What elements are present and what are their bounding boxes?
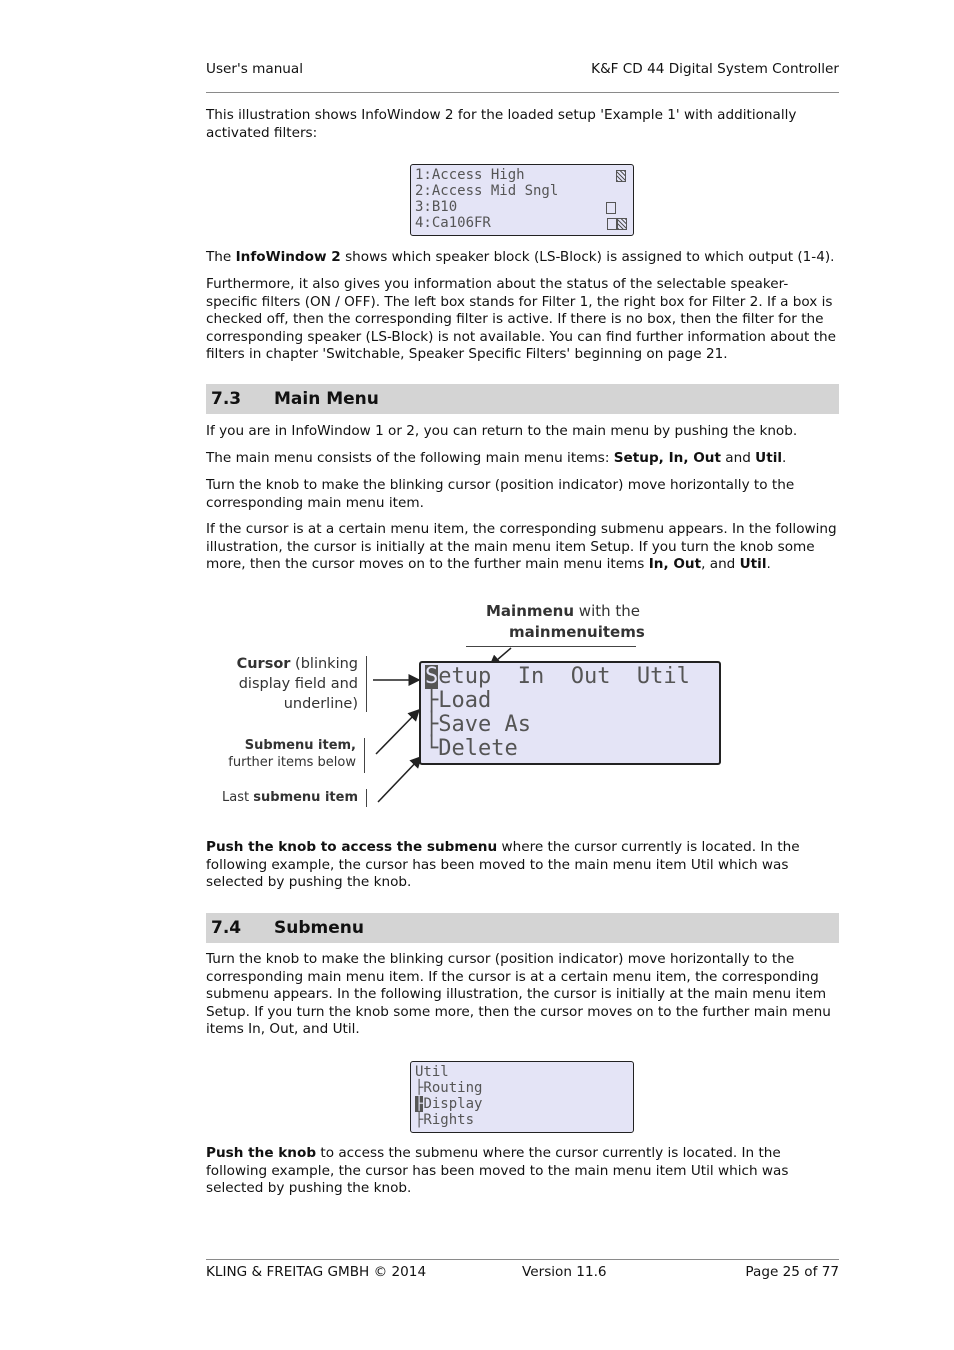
diagram-last-annotation: Last submenu item — [222, 790, 358, 805]
lcd-cursor: ├ — [415, 1096, 424, 1112]
p73-1: If you are in InfoWindow 1 or 2, you can return to the main menu by pushing the knob. — [206, 423, 798, 439]
lcd-row-1: 1:Access High — [415, 167, 525, 183]
lcd-util-row-3: ├Display — [415, 1096, 483, 1112]
filters-paragraph: Furthermore, it also gives you information about the status of the selectable speaker-specific filters (ON / OFF). The left box stands for Filter 1, the right box for Filter 2. If a box is checked off, then the corresponding filter is active. If there is no box, then the filter for the corresponding speaker (LS-Block) is not available. You can find further information about the filters in chapter 'Switchable, Speaker Specific Filters' beginning on page 21. — [206, 276, 837, 362]
diagram-cursor-annotation: Cursor (blinking display field and underline) — [236, 656, 358, 712]
lcd-mainmenu-row: Setup In Out Util — [425, 664, 690, 689]
diagram-mainmenuitems-label: mainmenuitems — [509, 623, 645, 641]
footer-left: KLING & FREITAG GMBH © 2014 — [206, 1264, 427, 1280]
arrow-submenu — [376, 710, 419, 754]
lcd-util-row-4: ├Rights — [415, 1112, 475, 1128]
footer-rule — [206, 1259, 839, 1260]
lcd-row-3: 3:B10 — [415, 199, 458, 215]
arrow-last-submenu — [378, 757, 421, 802]
footer-center: Version 11.6 — [522, 1264, 607, 1280]
diagram-submenu-annotation: Submenu item, further items below — [228, 738, 356, 770]
lcd-row-2: 2:Access Mid Sngl — [415, 183, 559, 199]
header-right: K&F CD 44 Digital System Controller — [591, 61, 839, 77]
main-menu-display — [419, 661, 721, 765]
section-heading-7-3: 7.3 Main Menu — [206, 384, 839, 414]
lcd-submenu-delete: └Delete — [425, 736, 518, 761]
p73-2: The main menu consists of the following main menu items: Setup, In, Out and Util. — [206, 450, 787, 466]
lcd-submenu-save: ├Save As — [425, 712, 531, 737]
util-submenu-display — [410, 1061, 634, 1133]
header-left: User's manual — [206, 61, 304, 77]
intro-paragraph: This illustration shows InfoWindow 2 for the loaded setup 'Example 1' with additionally activated filters: — [206, 107, 797, 141]
p73-4: If the cursor is at a certain menu item, the corresponding submenu appears. In the following illustration, the cursor is initially at the main menu item Setup. If you turn the knob some more, then the cursor moves on to the further main menu items In, Out, and Util. — [206, 521, 837, 572]
diagram-mainmenu-label: Mainmenu with the — [486, 602, 641, 620]
lcd-util-row-2: ├Routing — [415, 1080, 483, 1096]
lcd-submenu-load: ├Load — [425, 688, 492, 713]
push-knob-paragraph-2: Push the knob to access the submenu where the cursor currently is located. In the following example, the cursor has been moved to the main menu item Util which was selected by pushing the knob. — [206, 1145, 789, 1196]
push-knob-paragraph-1: Push the knob to access the submenu where the cursor currently is located. In the following example, the cursor has been moved to the main menu item Util which was selected by pushing the knob. — [206, 839, 800, 890]
p73-3: Turn the knob to make the blinking cursor (position indicator) move horizontally to the corresponding main menu item. — [206, 477, 795, 511]
section-heading-7-4: 7.4 Submenu — [206, 913, 839, 943]
lcd-row-4: 4:Ca106FR — [415, 215, 491, 231]
infowindow-paragraph: The InfoWindow 2 shows which speaker block (LS-Block) is assigned to which output (1-4). — [206, 249, 835, 265]
lcd-util-row-1: Util — [415, 1064, 449, 1080]
lcd-cursor: S — [425, 664, 439, 689]
footer-right: Page 25 of 77 — [745, 1264, 839, 1280]
p74-1: Turn the knob to make the blinking cursor (position indicator) move horizontally to the corresponding main menu item. If the cursor is at a certain menu item, the corresponding submenu appears. In the following illustration, the cursor is initially at the main menu item Setup. If you turn the knob some more, then the cursor moves on to the further main menu items In, Out, and Util. — [206, 951, 831, 1037]
